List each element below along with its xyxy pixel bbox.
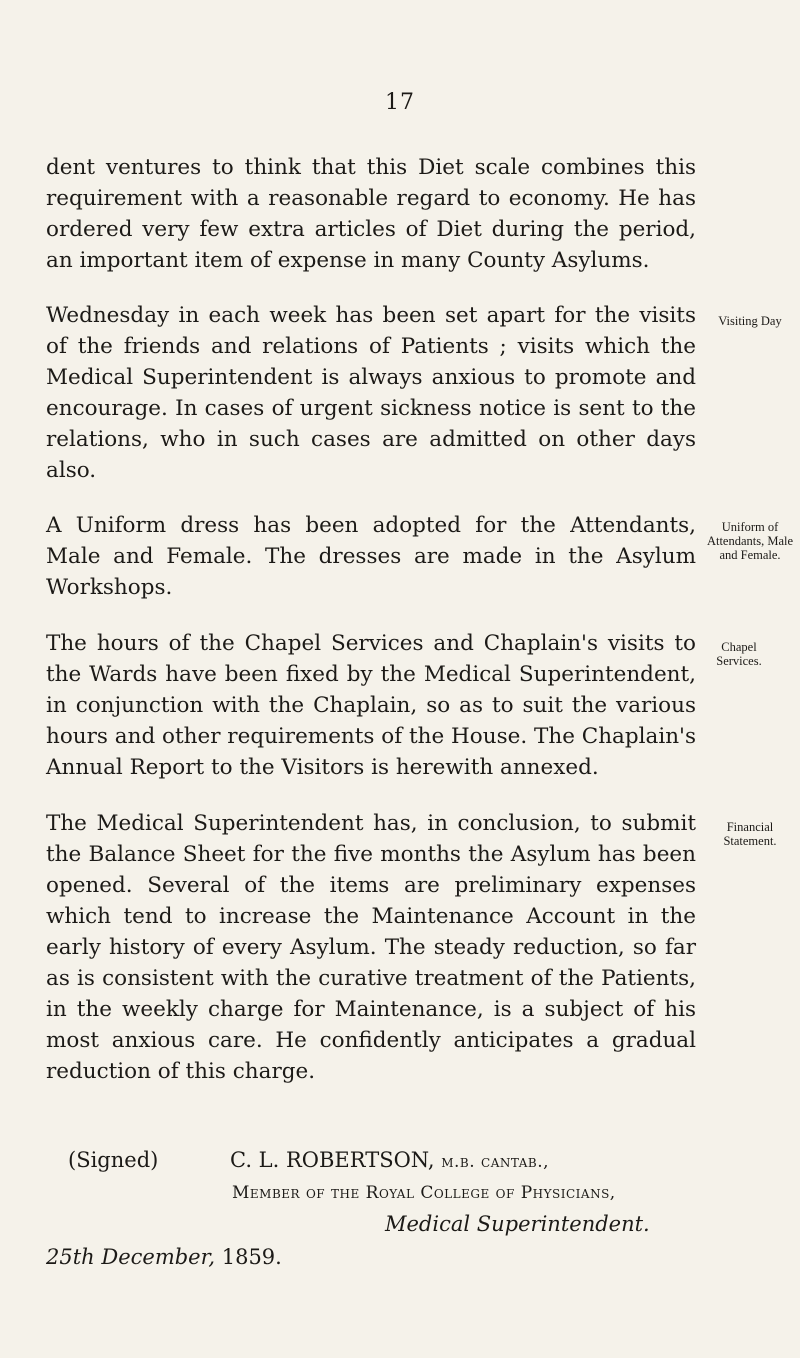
margin-note-uniform: Uniform of Attendants, Male and Female. [706, 520, 794, 562]
signatory-degree: m.b. cantab., [441, 1152, 550, 1172]
margin-note-financial: Financial Statement. [723, 820, 777, 848]
paragraph-visiting-day: Wednesday in each week has been set apart for the visits of the friends and relations of Patients ; visits which the Medical Superintendent is always anxious to promote and encourage. In cases of urgent sickness notice is sent to the relations, who in such cases are admitted on other days also. [46, 303, 696, 483]
margin-note-visiting-day: Visiting Day [718, 314, 782, 328]
date-day: 25th [46, 1245, 95, 1269]
paragraph-diet: dent ventures to think that this Diet scale combines this requirement with a reasonable regard to economy. He has ordered very few extra articles of Diet during the period, an important item of expense in many County Asylums. [46, 155, 696, 273]
signatory-name [230, 1148, 549, 1172]
signed-label: (Signed) [68, 1148, 159, 1172]
document-date [46, 1245, 282, 1269]
date-year: 1859. [221, 1245, 282, 1269]
paragraph-uniform: A Uniform dress has been adopted for the Attendants, Male and Female. The dresses are made in the Asylum Workshops. [46, 513, 696, 600]
paragraph-financial: The Medical Superintendent has, in conclusion, to submit the Balance Sheet for the five months the Asylum has been opened. Several of the items are preliminary expenses which tend to increase the Maintenance Account in the early history of every Asylum. The steady reduction, so far as is consistent with the curative treatment of the Patients, in the weekly charge for Maintenance, is a subject of his most anxious care. He confidently anticipates a gradual reduction of this charge. [46, 811, 696, 1084]
date-month: December, [101, 1245, 216, 1269]
signatory-membership: Member of the Royal College of Physicians, [232, 1183, 616, 1203]
signatory-title: Medical Superintendent. [385, 1212, 650, 1236]
signatory-name-text: C. L. ROBERTSON, [230, 1148, 435, 1172]
paragraph-chapel: The hours of the Chapel Services and Chaplain's visits to the Wards have been fixed by the Medical Superintendent, in conjunction with the Chaplain, so as to suit the various hours and other requirements of the House. The Chaplain's Annual Report to the Visitors is herewith annexed. [46, 631, 696, 780]
margin-note-chapel: Chapel Services. [716, 640, 762, 668]
page-number: 17 [385, 90, 415, 115]
